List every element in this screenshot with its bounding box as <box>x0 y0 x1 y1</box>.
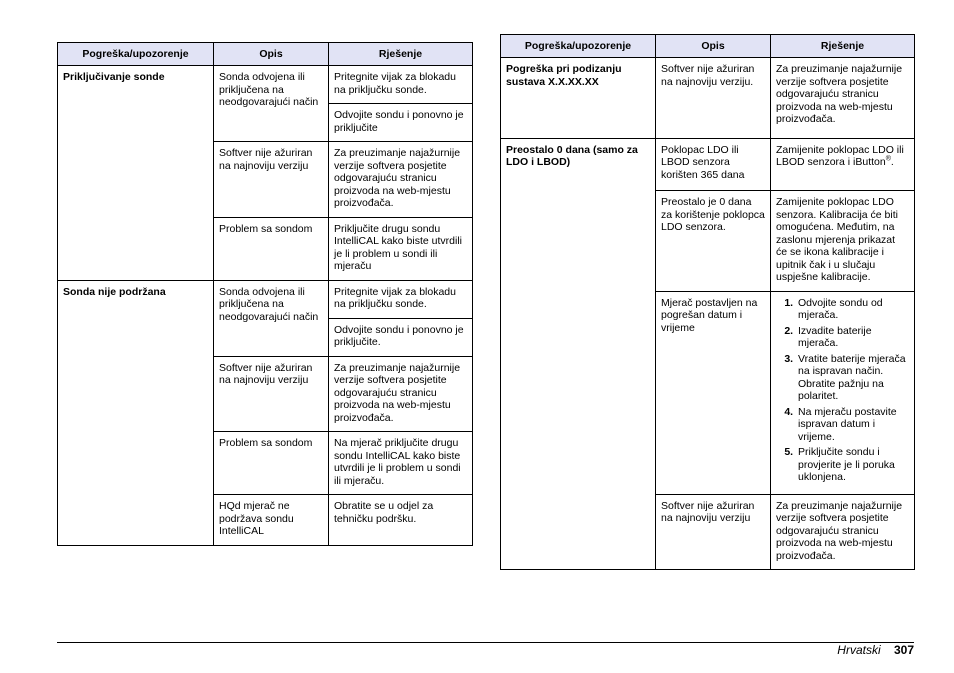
page-footer <box>837 643 914 657</box>
table-row <box>58 280 473 318</box>
solution-text-end: . <box>890 156 894 168</box>
solution-cell <box>771 138 915 191</box>
table-row <box>501 138 915 191</box>
description-cell: Softver nije ažuriran na najnoviju verziju <box>214 356 329 432</box>
description-cell: Softver nije ažuriran na najnoviju verziju. <box>656 58 771 139</box>
footer-language: Hrvatski <box>837 643 881 657</box>
solution-cell: Pritegnite vijak za blokadu na priključku sonde. <box>329 66 473 104</box>
header-error: Pogreška/upozorenje <box>501 35 656 58</box>
solution-cell: Odvojite sondu i ponovno je priključite <box>329 104 473 142</box>
solution-cell: Za preuzimanje najažurnije verzije softvera posjetite odgovarajuću stranicu proizvoda na web-mjestu proizvođača. <box>771 58 915 139</box>
header-error: Pogreška/upozorenje <box>58 43 214 66</box>
solution-cell: Za preuzimanje najažurnije verzije softvera posjetite odgovarajuću stranicu proizvoda na web-mjestu proizvođača. <box>771 494 915 570</box>
step-item: 1. Odvojite sondu od mjerača. <box>796 297 909 322</box>
table-row <box>501 58 915 139</box>
description-cell: Softver nije ažuriran na najnoviju verziju <box>656 494 771 570</box>
error-cell: Priključivanje sonde <box>58 66 214 281</box>
solution-cell: Za preuzimanje najažurnije verzije softvera posjetite odgovarajuću stranicu proizvoda na web-mjestu proizvođača. <box>329 142 473 218</box>
description-cell: Preostalo je 0 dana za korištenje poklopca LDO senzora. <box>656 191 771 292</box>
description-cell: Sonda odvojena ili priključena na neodgovarajući način <box>214 280 329 356</box>
error-cell: Preostalo 0 dana (samo za LDO i LBOD) <box>501 138 656 570</box>
registered-mark: ® <box>885 155 891 163</box>
description-cell: Sonda odvojena ili priključena na neodgovarajući način <box>214 66 329 142</box>
solution-text: Zamijenite poklopac LDO ili LBOD senzora i iButton <box>776 143 904 168</box>
solution-cell <box>771 291 915 494</box>
step-item: 3. Vratite baterije mjerača na ispravan način. Obratite pažnju na polaritet. <box>796 353 909 403</box>
table-header-row <box>58 43 473 66</box>
solution-cell: Na mjerač priključite drugu sondu IntelliCAL kako biste utvrdili je li problem u sondi ili mjeraču. <box>329 432 473 495</box>
solution-cell: Pritegnite vijak za blokadu na priključku sonde. <box>329 280 473 318</box>
description-cell: Poklopac LDO ili LBOD senzora korišten 365 dana <box>656 138 771 191</box>
description-cell: Softver nije ažuriran na najnoviju verziju <box>214 142 329 218</box>
description-cell: Mjerač postavljen na pogrešan datum i vrijeme <box>656 291 771 494</box>
header-solution: Rješenje <box>771 35 915 58</box>
description-cell: HQd mjerač ne podržava sondu IntelliCAL <box>214 495 329 546</box>
solution-cell: Zamijenite poklopac LDO senzora. Kalibracija će biti omogućena. Međutim, na zaslonu mjerenja prikazat će se ikona kalibracije i upitnik čak i u slučaju uspješne kalibracije. <box>771 191 915 292</box>
description-cell: Problem sa sondom <box>214 217 329 280</box>
table-row <box>58 66 473 104</box>
header-description: Opis <box>214 43 329 66</box>
table-header-row <box>501 35 915 58</box>
header-solution: Rješenje <box>329 43 473 66</box>
page-number: 307 <box>893 643 914 657</box>
right-troubleshooting-table <box>500 34 915 570</box>
solution-cell: Priključite drugu sondu IntelliCAL kako biste utvrdili je li problem u sondi ili mjeraču <box>329 217 473 280</box>
solution-cell: Za preuzimanje najažurnije verzije softvera posjetite odgovarajuću stranicu proizvoda na web-mjestu proizvođača. <box>329 356 473 432</box>
step-item: 4. Na mjeraču postavite ispravan datum i vrijeme. <box>796 406 909 444</box>
header-description: Opis <box>656 35 771 58</box>
solution-cell: Obratite se u odjel za tehničku podršku. <box>329 495 473 546</box>
description-cell: Problem sa sondom <box>214 432 329 495</box>
step-item: 5. Priključite sondu i provjerite je li poruka uklonjena. <box>796 446 909 484</box>
solution-steps-list <box>776 297 909 484</box>
step-item: 2. Izvadite baterije mjerača. <box>796 325 909 350</box>
solution-cell: Odvojite sondu i ponovno je priključite. <box>329 318 473 356</box>
footer-divider <box>57 642 914 643</box>
left-troubleshooting-table <box>57 42 473 546</box>
error-cell: Pogreška pri podizanju sustava X.X.XX.XX <box>501 58 656 139</box>
error-cell: Sonda nije podržana <box>58 280 214 545</box>
